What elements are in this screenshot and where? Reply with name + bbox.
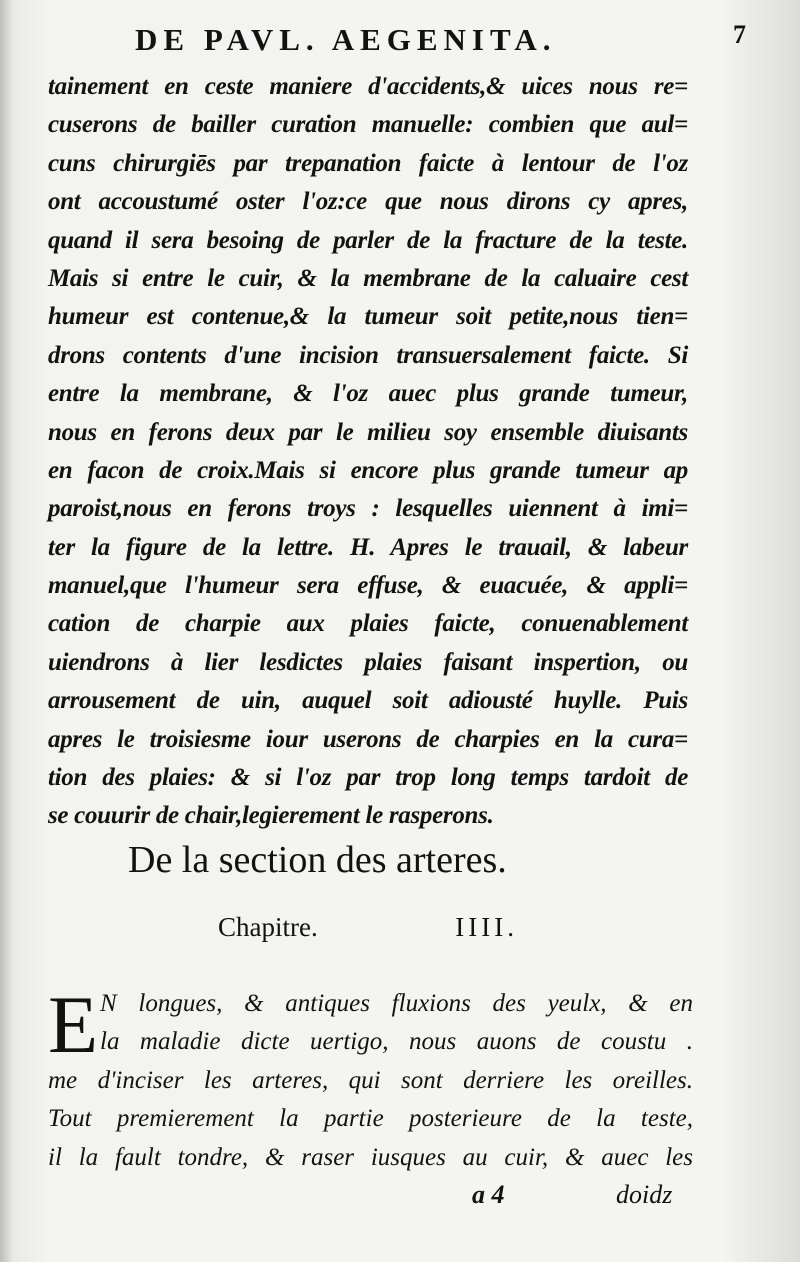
text-line: manuel,que l'humeur sera effuse, & euacuée, & appli= (48, 572, 688, 600)
text-line: cation de charpie aux plaies faicte, conuenablement (48, 610, 688, 638)
running-title: DE PAVL. AEGENITA. (135, 22, 557, 57)
text-line: ont accoustumé oster l'oz:ce que nous dirons cy apres, (48, 188, 688, 216)
text-line: drons contents d'une incision transuersalement faicte. Si (48, 341, 688, 369)
chapter-label: Chapitre. (218, 912, 318, 942)
text-line: cuns chirurgiēs par trepanation faicte à lentour de l'oz (48, 149, 688, 177)
text-line: tainement en ceste maniere d'accidents,& uices nous re= (48, 73, 688, 100)
text-line: paroist,nous en ferons troys : lesquelles uiennent à imi= (48, 495, 688, 523)
text-line: arrousement de uin, auquel soit adiousté huylle. Puis (48, 687, 688, 715)
text-line: il la fault tondre, & raser iusques au cuir, & auec les (48, 1143, 693, 1171)
text-line: quand il sera besoing de parler de la fracture de la teste. (48, 226, 688, 254)
signature-mark: a 4 (472, 1180, 505, 1209)
text-line: me d'inciser les arteres, qui sont derriere les oreilles. (48, 1066, 693, 1094)
catchword: doidz (616, 1180, 673, 1209)
text-line: entre la membrane, & l'oz auec plus grande tumeur, (48, 380, 688, 408)
page-number: 7 (733, 20, 746, 49)
text-line: cuserons de bailler curation manuelle: combien que aul= (48, 111, 688, 139)
text-line: nous en ferons deux par le milieu soy ensemble diuisants (48, 418, 688, 446)
text-line: apres le troisiesme iour userons de charpies en la cura= (48, 725, 688, 753)
chapter-number: IIII. (455, 912, 518, 942)
text-line: humeur est contenue,& la tumeur soit petite,nous tien= (48, 303, 688, 331)
text-line: Mais si entre le cuir, & la membrane de la caluaire cest (48, 264, 688, 292)
text-line: se couurir de chair,legierement le rasperons. (48, 802, 494, 830)
page-gutter (0, 0, 14, 1262)
body-text (48, 68, 688, 836)
text-line: uiendrons à lier lesdictes plaies faisant inspertion, ou (48, 648, 688, 676)
text-line: Tout premierement la partie posterieure de la teste, (48, 1105, 693, 1133)
chapter-heading (218, 912, 518, 943)
text-line: tion des plaies: & si l'oz par trop long temps tardoit de (48, 764, 688, 792)
text-line: ter la figure de la lettre. H. Apres le trauail, & labeur (48, 533, 688, 561)
text-line: N longues, & antiques fluxions des yeulx, & en (100, 990, 693, 1017)
drop-cap: E (48, 979, 99, 1070)
section-heading: De la section des arteres. (128, 839, 507, 881)
chapter-paragraph (48, 979, 693, 1177)
text-line: la maladie dicte uertigo, nous auons de coustu . (100, 1028, 693, 1056)
text-line: en facon de croix.Mais si encore plus grande tumeur ap (48, 456, 688, 484)
